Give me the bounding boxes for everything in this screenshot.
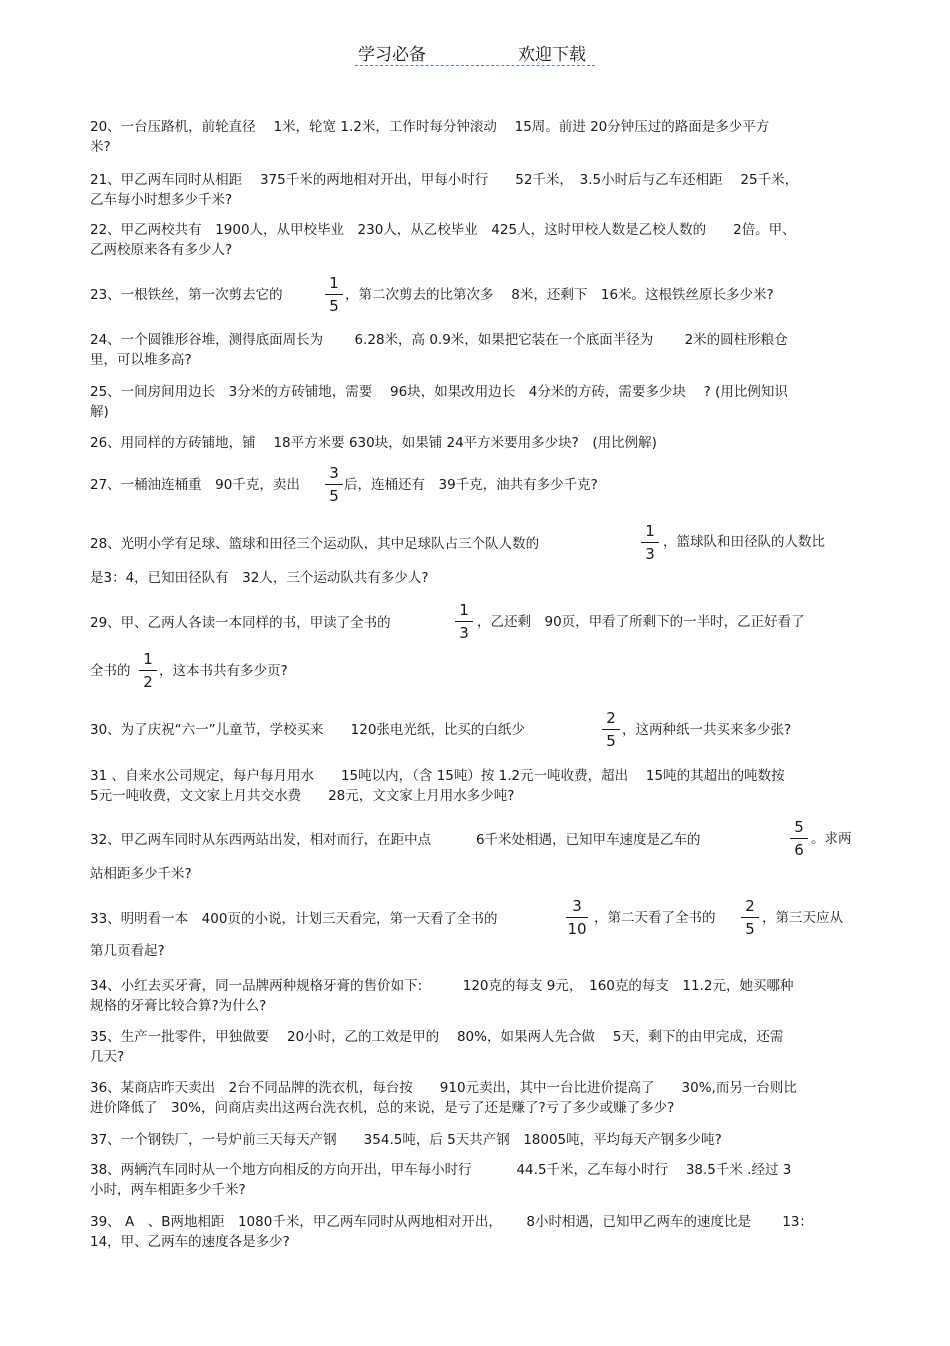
fraction-denominator: 5 [745,920,755,938]
fraction-bar [325,484,343,485]
question-text: ，第三天应从 [762,910,843,926]
header-left-text: 学习必备 [358,45,426,65]
fraction-bar [139,670,157,671]
question-29-continued [477,612,862,632]
question-text: ，第二次剪去的比第次多 8米，还剩下 16米。这根铁丝原长多少米? [345,287,774,303]
question-line: 20、一台压路机，前轮直径 1米，轮宽 1.2米，工作时每分钟滚动 15周。前进 20分钟压过的路面是多少平方 [90,119,770,135]
fraction-denominator: 5 [606,732,616,750]
fraction-numerator: 5 [794,818,804,836]
header-right-text: 欢迎下载 [518,45,586,65]
question-line: 21、甲乙两车同时从相距 375千米的两地相对开出，甲每小时行 52千米， 3.5小时后与乙车还相距 25千米， [90,172,799,188]
question-28-continued [663,532,863,552]
question-text: 第几页看起? [90,943,165,959]
fraction [599,709,623,750]
fraction-bar [741,917,759,918]
question-text: 29、甲、乙两人各读一本同样的书，甲读了全书的 [90,615,391,631]
fraction-denominator: 5 [329,297,339,315]
fraction-numerator: 1 [329,274,339,292]
fraction [452,601,476,642]
question-text: 。求两 [811,831,852,847]
question-line: 26、用同样的方砖铺地，铺 18平方米要 630块，如果铺 24平方米要用多少块? (用比例解) [90,435,657,451]
fraction-numerator: 3 [329,464,339,482]
fraction-numerator: 1 [143,650,153,668]
question-22 [90,220,860,260]
question-text: ，乙还剩 90页，甲看了所剩下的一半时，乙正好看了 [477,614,805,630]
question-25 [90,382,860,422]
fraction-bar [641,542,659,543]
question-text: 32、甲乙两车同时从东西两站出发，相对而行，在距中点 6千米处相遇，已知甲车速度是乙车的 [90,832,701,848]
question-text: ，这本书共有多少页? [159,663,288,679]
fraction-bar [566,917,588,918]
question-32 [90,830,860,850]
question-line: 36、某商店昨天卖出 2台不同品牌的洗衣机，每台按 910元卖出，其中一台比进价提高了 30%,而另一台则比 [90,1080,797,1096]
question-text: 27、一桶油连桶重 90千克，卖出 [90,477,300,493]
question-35 [90,1027,860,1067]
fraction-denominator: 3 [459,624,469,642]
question-line: 乙两校原来各有多少人? [90,242,233,258]
question-line: 31 、自来水公司规定，每户每月用水 15吨以内，（含 15吨）按 1.2元一吨收费，超出 15吨的其超出的吨数按 [90,768,785,784]
question-38 [90,1160,860,1200]
question-line: 14，甲、乙两车的速度各是多少? [90,1234,290,1250]
question-line: 里，可以堆多高? [90,352,192,368]
question-30-continued [622,720,862,740]
fraction-numerator: 1 [459,601,469,619]
question-39 [90,1212,860,1252]
fraction-numerator: 2 [606,709,616,727]
question-37 [90,1130,860,1150]
question-text: 后，连桶还有 39千克，油共有多少千克? [344,477,598,493]
page-header [355,40,595,70]
fraction [563,897,591,938]
fraction-denominator: 6 [794,841,804,859]
question-line: 24、一个圆锥形谷堆，测得底面周长为 6.28米，高 0.9米，如果把它装在一个底面半径为 2米的圆柱形粮仓 [90,332,788,348]
question-text: 23、一根铁丝，第一次剪去它的 [90,287,283,303]
question-36 [90,1078,860,1118]
question-line: 38、两辆汽车同时从一个地方向相反的方向开出，甲车每小时行 44.5千米，乙车每小时行 38.5千米 .经过 3 [90,1162,792,1178]
question-text: ，这两种纸一共买来多少张? [622,722,792,738]
fraction [322,274,346,315]
question-line: 规格的牙膏比较合算?为什么? [90,998,267,1014]
fraction-numerator: 3 [572,897,582,915]
question-line: 小时，两车相距多少千米? [90,1182,246,1198]
question-line: 37、一个钢铁厂，一号炉前三天每天产钢 354.5吨，后 5天共产钢 18005吨，平均每天产钢多少吨? [90,1132,722,1148]
header-dashed-underline [355,65,595,66]
question-26 [90,433,860,453]
question-23-continued [345,285,865,305]
question-text: 全书的 [90,663,131,679]
question-line: 34、小红去买牙膏，同一品牌两种规格牙膏的售价如下: 120克的每支 9元， 160克的每支 11.2元，她买哪种 [90,978,794,994]
question-text: 30、为了庆祝“六一”儿童节，学校买来 120张电光纸，比买的白纸少 [90,722,525,738]
fraction-denominator: 3 [645,545,655,563]
fraction-denominator: 2 [143,673,153,691]
question-line: 25、一间房间用边长 3分米的方砖铺地，需要 96块，如果改用边长 4分米的方砖，需要多少块 ? (用比例知识 [90,384,788,400]
question-27-continued [344,475,864,495]
fraction [738,897,762,938]
question-28-line-2 [90,568,860,588]
question-line: 乙车每小时想多少千米? [90,192,233,208]
question-line: 22、甲乙两校共有 1900人，从甲校毕业 230人，从乙校毕业 425人，这时甲校人数是乙校人数的 2倍。甲、 [90,222,796,238]
fraction [638,522,662,563]
question-33-line-2 [90,941,860,961]
fraction-bar [455,621,473,622]
question-32-continued [811,829,861,849]
question-line: 39、 A 、B两地相距 1080千米，甲乙两车同时从两地相对开出， 8小时相遇，已知甲乙两车的速度比是 13： [90,1214,813,1230]
fraction-bar [790,838,808,839]
fraction-bar [325,294,343,295]
fraction [787,818,811,859]
fraction-denominator: 5 [329,487,339,505]
question-text: ，篮球队和田径队的人数比 [663,534,825,550]
question-line: 几天? [90,1049,125,1065]
question-line: 米? [90,139,111,155]
question-text: 33、明明看一本 400页的小说，计划三天看完，第一天看了全书的 [90,911,498,927]
question-line: 35、生产一批零件，甲独做要 20小时，乙的工效是甲的 80%，如果两人先合做 5天，剩下的由甲完成，还需 [90,1029,784,1045]
question-line: 进价降低了 30%，问商店卖出这两台洗衣机，总的来说，是亏了还是赚了?亏了多少或赚了多少? [90,1100,675,1116]
question-line: 解) [90,404,109,420]
question-34 [90,976,860,1016]
question-text: 是3：4，已知田径队有 32人，三个运动队共有多少人? [90,570,429,586]
question-line: 5元一吨收费，文文家上月共交水费 28元，文文家上月用水多少吨? [90,788,515,804]
fraction-bar [602,729,620,730]
question-21 [90,170,860,210]
question-24 [90,330,860,370]
question-29-line-2-continued [159,661,559,681]
question-text: 站相距多少千米? [90,866,192,882]
question-31 [90,766,860,806]
question-33-continued [594,908,734,928]
fraction [136,650,160,691]
fraction-numerator: 2 [745,897,755,915]
fraction-numerator: 1 [645,522,655,540]
fraction-denominator: 10 [567,920,587,938]
question-text: 28、光明小学有足球、篮球和田径三个运动队，其中足球队占三个队人数的 [90,536,540,552]
question-20 [90,117,860,157]
question-33-continued-2 [762,908,862,928]
question-text: ，第二天看了全书的 [594,910,716,926]
question-32-line-2 [90,864,860,884]
fraction [322,464,346,505]
